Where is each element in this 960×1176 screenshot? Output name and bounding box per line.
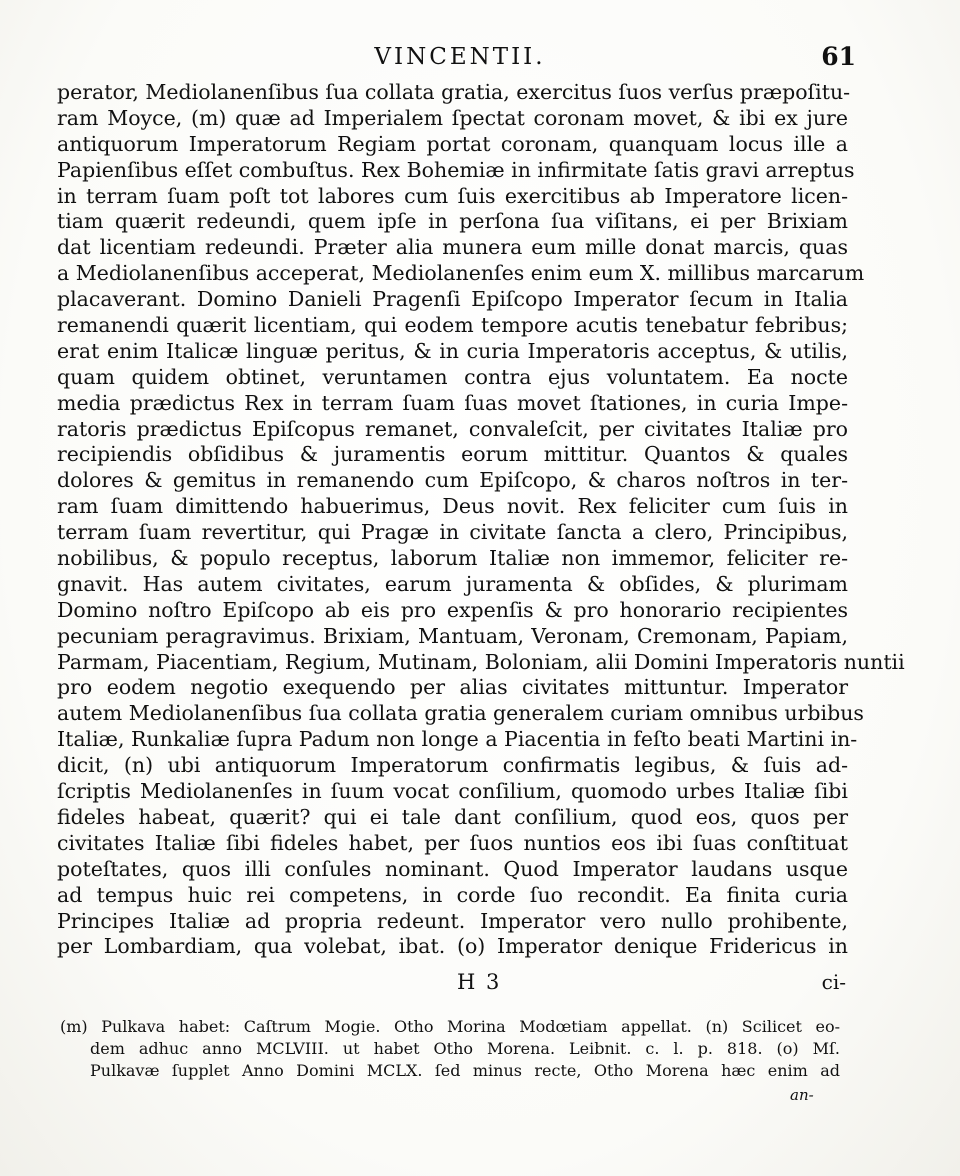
text-line: civitates Italiæ ſibi fideles habet, per ſuos nuntios eos ibi ſuas conſtituat: [57, 830, 848, 855]
footnotes: [60, 1016, 840, 1082]
text-line: placaverant. Domino Danieli Pragenſi Epiſcopo Imperator ſecum in Italia: [57, 287, 848, 312]
text-line: erat enim Italicæ linguæ peritus, & in curia Imperatoris acceptus, & utilis,: [57, 338, 848, 363]
text-line: poteſtates, quos illi conſules nominant. Quod Imperator laudans usque: [57, 856, 848, 881]
signature-mark: H 3: [457, 970, 502, 994]
text-line: dicit, (n) ubi antiquorum Imperatorum confirmatis legibus, & ſuis ad-: [57, 753, 848, 778]
signature-row: [57, 970, 848, 998]
text-line: antiquorum Imperatorum Regiam portat coronam, quanquam locus ille a: [57, 131, 848, 156]
text-line: dolores & gemitus in remanendo cum Epiſcopo, & charos noſtros in ter-: [57, 468, 848, 493]
text-line: Papienſibus eſſet combuſtus. Rex Bohemiæ in infirmitate ſatis gravi arreptus: [57, 157, 855, 182]
text-line: ad tempus huic rei competens, in corde ſuo recondit. Ea finita curia: [57, 882, 848, 907]
footnote-line: dem adhuc anno MCLVIII. ut habet Otho Morena. Leibnit. c. l. p. 818. (o) Mſ.: [90, 1039, 840, 1058]
text-line: pecuniam peragravimus. Brixiam, Mantuam, Veronam, Cremonam, Papiam,: [57, 623, 848, 648]
text-line: tiam quærit redeundi, quem ipſe in perſona ſua viſitans, ei per Brixiam: [57, 209, 848, 234]
text-line: gnavit. Has autem civitates, earum juramenta & obſides, & plurimam: [57, 571, 848, 596]
text-line: Domino noſtro Epiſcopo ab eis pro expenſis & pro honorario recipientes: [57, 597, 848, 622]
text-line: ram ſuam dimittendo habuerimus, Deus novit. Rex feliciter cum ſuis in: [57, 494, 848, 519]
text-line: pro eodem negotio exequendo per alias civitates mittuntur. Imperator: [57, 675, 848, 700]
text-line: in terram ſuam poſt tot labores cum ſuis exercitibus ab Imperatore licen-: [57, 183, 848, 208]
catchword: ci-: [821, 970, 846, 994]
footnote-catchword: an-: [790, 1086, 814, 1104]
text-line: terram ſuam revertitur, qui Pragæ in civitate ſancta a clero, Principibus,: [57, 520, 848, 545]
text-line: Principes Italiæ ad propria redeunt. Imperator vero nullo prohibente,: [57, 908, 848, 933]
text-line: dat licentiam redeundi. Præter alia munera eum mille donat marcis, quas: [57, 235, 848, 260]
text-line: perator, Mediolanenſibus ſua collata gratia, exercitus ſuos verſus præpoſitu-: [57, 80, 851, 104]
main-text: [57, 80, 905, 960]
text-line: per Lombardiam, qua volebat, ibat. (o) Imperator denique Fridericus in: [57, 934, 848, 959]
text-line: ſcriptis Mediolanenſes in ſuum vocat conſilium, quomodo urbes Italiæ ſibi: [57, 779, 848, 804]
running-head: [0, 38, 960, 78]
text-line: ram Moyce, (m) quæ ad Imperialem ſpectat coronam movet, & ibi ex jure: [57, 105, 848, 130]
text-line: autem Mediolanenſibus ſua collata gratia generalem curiam omnibus urbibus: [57, 701, 864, 726]
text-line: ratoris prædictus Epiſcopus remanet, convaleſcit, per civitates Italiæ pro: [57, 416, 848, 441]
text-line: fideles habeat, quærit? qui ei tale dant conſilium, quod eos, quos per: [57, 804, 848, 829]
page-number: 61: [821, 42, 856, 71]
text-line: remanendi quærit licentiam, qui eodem tempore acutis tenebatur febribus;: [57, 313, 848, 338]
text-line: recipiendis obſidibus & juramentis eorum mittitur. Quantos & quales: [57, 442, 848, 467]
running-title: VINCENTII.: [374, 44, 546, 70]
footnote-line: Pulkavæ ſupplet Anno Domini MCLX. ſed minus recte, Otho Morena hæc enim ad: [90, 1061, 840, 1080]
text-line: quam quidem obtinet, veruntamen contra ejus voluntatem. Ea nocte: [57, 364, 848, 389]
text-line: nobilibus, & populo receptus, laborum Italiæ non immemor, feliciter re-: [57, 546, 848, 571]
text-line: media prædictus Rex in terram ſuam ſuas movet ſtationes, in curia Impe-: [57, 390, 848, 415]
text-line: Parmam, Piacentiam, Regium, Mutinam, Boloniam, alii Domini Imperatoris nuntii: [57, 649, 905, 674]
text-line: Italiæ, Runkaliæ ſupra Padum non longe a Piacentia in feſto beati Martini in-: [57, 727, 858, 752]
text-line: a Mediolanenſibus acceperat, Mediolanenſes enim eum X. millibus marcarum: [57, 261, 865, 286]
footnote-line: (m) Pulkava habet: Caſtrum Mogie. Otho Morina Modœtiam appellat. (n) Scilicet eo-: [60, 1017, 840, 1036]
